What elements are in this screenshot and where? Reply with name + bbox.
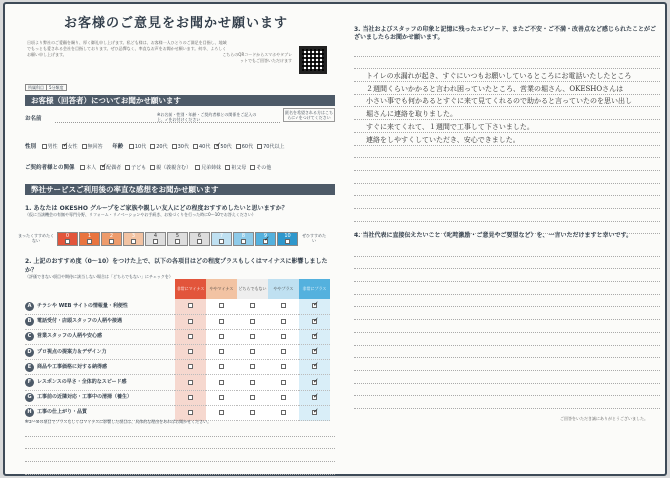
eval-item-label <box>25 390 175 405</box>
scale-number: 2 <box>109 233 114 239</box>
table-row <box>25 360 330 375</box>
q4-question: 4. 当社代表に直接伝えたいこと（叱咤激励・ご意見やご要望など）を、一言いただけますと幸いです。 <box>354 232 633 239</box>
eval-checkbox[interactable] <box>250 380 255 385</box>
eval-checkbox[interactable] <box>219 334 224 339</box>
age-options <box>125 144 285 150</box>
page-title: お客様のご意見をお聞かせ願います <box>63 16 288 31</box>
scale-checkbox[interactable] <box>87 239 92 244</box>
gender-option-label: 女性 <box>67 144 78 150</box>
table-row <box>25 390 330 405</box>
scale-checkbox[interactable] <box>241 239 246 244</box>
age-option-label: 20代 <box>156 144 168 150</box>
scale-option-2[interactable] <box>101 232 122 246</box>
eval-checkbox[interactable] <box>219 303 224 308</box>
eval-cell <box>175 329 206 344</box>
age-option-label: 70代以上 <box>263 144 285 150</box>
eval-item-text: 営業スタッフの人柄や安心感 <box>37 333 103 340</box>
gender-checkbox-1[interactable] <box>62 144 67 149</box>
eval-cell <box>175 345 206 360</box>
gender-option-label: 男性 <box>47 144 58 150</box>
eval-cell <box>237 360 268 375</box>
relation-row <box>25 163 335 171</box>
handwritten-line: ２週間くらいかかると言われ困っていたところ、営業の堀さん、OKESHOさんは <box>366 84 624 93</box>
q1-text <box>25 203 335 218</box>
anonymous-note[interactable]: 匿名を希望される方はこちらに✓をつけてください <box>285 110 333 120</box>
eval-cell <box>206 390 237 405</box>
eval-checkbox[interactable] <box>188 334 193 339</box>
eval-item-text: 電話受付・店頭スタッフの人柄や接遇 <box>37 318 123 325</box>
handwritten-line: 堀さんに連絡を取りました。 <box>366 110 457 119</box>
scale-option-9[interactable] <box>255 232 276 246</box>
scale-checkbox[interactable] <box>175 239 180 244</box>
eval-checkbox[interactable] <box>219 349 224 354</box>
eval-cell <box>299 390 330 405</box>
survey-sheet <box>3 2 667 476</box>
eval-item-text: 工事の仕上がり・品質 <box>37 409 88 416</box>
eval-item-label <box>25 299 175 314</box>
q4-answer-lines[interactable] <box>354 244 660 409</box>
eval-checkbox[interactable] <box>250 395 255 400</box>
eval-cell <box>206 299 237 314</box>
qr-note: こちらのQRコードからスマホやタブレットでもご回答いただけます <box>222 52 292 63</box>
eval-item-text: プロ視点の提案力＆デザイン力 <box>37 348 107 355</box>
eval-cell <box>175 360 206 375</box>
eval-cell <box>206 375 237 390</box>
scale-option-3[interactable] <box>123 232 144 246</box>
q3-question: 3. 当社およびスタッフの印象と記憶に残ったエピソード、またご不安・ご不満・改善点など感じられたことがございましたらお聞かせ願います。 <box>354 26 657 41</box>
q2-note: （評価できない項目や期待に該当しない場合は「どちらでもない」にチェックを） <box>25 274 173 279</box>
age-checkbox-4[interactable] <box>214 144 219 149</box>
evaluation-table <box>25 279 330 421</box>
eval-checkbox[interactable] <box>312 410 317 415</box>
item-letter-icon: A <box>25 302 34 311</box>
left-panel <box>17 12 335 424</box>
eval-cell <box>175 375 206 390</box>
relation-checkbox-5[interactable] <box>225 165 230 170</box>
section-service-header: 弊社サービスご利用後の率直な感想をお聞かせ願います <box>25 184 335 195</box>
eval-cell <box>268 314 299 329</box>
eval-checkbox[interactable] <box>250 349 255 354</box>
eval-column-header: ややプラス <box>268 279 299 299</box>
eval-checkbox[interactable] <box>188 395 193 400</box>
age-checkbox-3[interactable] <box>193 144 198 149</box>
eval-checkbox[interactable] <box>281 334 286 339</box>
relation-checkbox-2[interactable] <box>125 165 130 170</box>
scale-option-0[interactable] <box>57 232 78 246</box>
handwritten-line: 連絡をしやすくしていただき、安心できました。 <box>366 135 520 144</box>
item-letter-icon: H <box>25 408 34 417</box>
eval-cell <box>237 345 268 360</box>
scale-option-8[interactable] <box>233 232 254 246</box>
age-option-label: 60代 <box>241 144 254 150</box>
relation-option-label: 配偶者 <box>106 165 122 171</box>
relation-checkbox-1[interactable] <box>100 165 105 170</box>
eval-cell <box>268 360 299 375</box>
q1-question: 1. あなたは OKESHO グループをご家族や親しい友人にどの程度おすすめしたいと思いますか？ <box>25 205 288 212</box>
eval-checkbox[interactable] <box>188 380 193 385</box>
scale-number: 5 <box>175 233 180 239</box>
relation-option-label: 子ども <box>131 165 147 171</box>
eval-item-label <box>25 360 175 375</box>
eval-checkbox[interactable] <box>281 395 286 400</box>
eval-cell <box>268 375 299 390</box>
gender-option-label: 無回答 <box>87 144 103 150</box>
item-letter-icon: F <box>25 378 34 387</box>
name-note: ※お名前・性別・年齢・ご契約者様との関係をご記入の上、✓をお付けください <box>157 112 257 122</box>
eval-checkbox[interactable] <box>312 303 317 308</box>
eval-cell <box>299 360 330 375</box>
dept-field <box>25 84 66 91</box>
eval-cell <box>237 314 268 329</box>
relation-option-label: 本人 <box>86 165 97 171</box>
eval-column-header: 非常にプラス <box>299 279 330 299</box>
age-option-label: 10代 <box>134 144 147 150</box>
eval-checkbox[interactable] <box>219 319 224 324</box>
gender-age-row <box>25 142 335 150</box>
scale-checkbox[interactable] <box>285 239 290 244</box>
relation-checkbox-0[interactable] <box>80 165 85 170</box>
relation-option-label: 兄弟姉妹 <box>201 165 222 171</box>
scale-right-end: ぜひすすめたい <box>301 233 327 243</box>
eval-checkbox[interactable] <box>188 349 193 354</box>
age-option-label: 30代 <box>177 144 189 150</box>
dept-value: 5分類度 <box>46 84 67 91</box>
eval-column-header: どちらでもない <box>237 279 268 299</box>
gender-checkbox-0[interactable] <box>42 144 47 149</box>
eval-cell <box>237 299 268 314</box>
eval-checkbox[interactable] <box>312 380 317 385</box>
scale-checkbox[interactable] <box>153 239 158 244</box>
eval-cell <box>299 314 330 329</box>
eval-checkbox[interactable] <box>312 349 317 354</box>
age-checkbox-1[interactable] <box>150 144 155 149</box>
eval-item-text: 工事前の近隣対応・工事中の清掃（養生） <box>37 394 133 401</box>
scale-option-7[interactable] <box>211 232 232 246</box>
eval-checkbox[interactable] <box>188 319 193 324</box>
relation-checkbox-4[interactable] <box>195 165 200 170</box>
scale-number: 1 <box>87 233 92 239</box>
eval-cell <box>175 390 206 405</box>
scale-checkbox[interactable] <box>131 239 136 244</box>
eval-checkbox[interactable] <box>281 319 286 324</box>
table-row <box>25 375 330 390</box>
item-letter-icon: E <box>25 363 34 372</box>
eval-checkbox[interactable] <box>250 410 255 415</box>
item-letter-icon: D <box>25 348 34 357</box>
age-checkbox-2[interactable] <box>172 144 177 149</box>
age-checkbox-6[interactable] <box>257 144 262 149</box>
eval-cell <box>175 299 206 314</box>
eval-cell <box>299 299 330 314</box>
eval-cell <box>268 299 299 314</box>
eval-checkbox[interactable] <box>250 364 255 369</box>
scale-number: 8 <box>241 233 246 239</box>
eval-cell <box>175 314 206 329</box>
q2-reason-lines[interactable] <box>25 424 335 475</box>
eval-checkbox[interactable] <box>219 410 224 415</box>
qr-code-icon <box>299 46 327 74</box>
scale-number: 4 <box>153 233 158 239</box>
q2-footnote: ※①〜⑩の項目でプラスもしくはマイナスに影響した項目は、具体的な理由をあればお聞かせください。 <box>25 419 212 424</box>
relation-option-label: 親（義親含む） <box>156 165 192 171</box>
eval-checkbox[interactable] <box>219 380 224 385</box>
eval-cell <box>206 345 237 360</box>
dept-label: 所属科目 <box>25 84 47 91</box>
eval-cell <box>206 314 237 329</box>
thanks-note: ご回答をいただき誠にありがとうございました。 <box>560 416 648 421</box>
name-label: お名前 <box>25 116 42 122</box>
eval-item-label <box>25 314 175 329</box>
scale-checkbox[interactable] <box>197 239 202 244</box>
eval-cell <box>299 345 330 360</box>
eval-cell <box>237 375 268 390</box>
scale-checkbox[interactable] <box>219 239 224 244</box>
scale-number: 10 <box>284 233 291 239</box>
eval-cell <box>299 375 330 390</box>
age-checkbox-5[interactable] <box>236 144 241 149</box>
eval-checkbox[interactable] <box>281 349 286 354</box>
scale-number: 3 <box>131 233 136 239</box>
eval-checkbox[interactable] <box>281 380 286 385</box>
gender-checkbox-2[interactable] <box>82 144 87 149</box>
item-letter-icon: G <box>25 393 34 402</box>
handwritten-line: すぐに来てくれて、１週間で工事して下さいました。 <box>366 122 534 131</box>
handwritten-line: トイレの水漏れが起き、すぐにいつもお願いしているところにお電話いたしたところ <box>366 72 632 80</box>
scale-option-6[interactable] <box>189 232 210 246</box>
eval-item-text: チラシや WEB サイトの情報量・利便性 <box>37 302 128 309</box>
age-label: 年齢 <box>112 144 124 150</box>
eval-checkbox[interactable] <box>219 364 224 369</box>
eval-item-text: レスポンスの早さ・全体的なスピード感 <box>37 379 127 386</box>
eval-item-label <box>25 345 175 360</box>
relation-option-label: 祖父母 <box>231 165 247 171</box>
eval-checkbox[interactable] <box>188 303 193 308</box>
eval-cell <box>206 329 237 344</box>
eval-column-header: 非常にマイナス <box>175 279 206 299</box>
eval-cell <box>237 390 268 405</box>
scale-option-10[interactable] <box>277 232 298 246</box>
eval-cell <box>268 329 299 344</box>
eval-cell <box>206 360 237 375</box>
eval-checkbox[interactable] <box>250 319 255 324</box>
eval-column-header: ややマイナス <box>206 279 237 299</box>
table-row <box>25 329 330 344</box>
scale-option-4[interactable] <box>145 232 166 246</box>
table-row <box>25 345 330 360</box>
eval-cell <box>268 345 299 360</box>
age-option-label: 40代 <box>198 144 211 150</box>
eval-checkbox[interactable] <box>281 303 286 308</box>
eval-item-text: 商品や工事価格に対する納得感 <box>37 363 108 370</box>
name-line[interactable] <box>55 122 280 123</box>
eval-checkbox[interactable] <box>250 303 255 308</box>
table-row <box>25 314 330 329</box>
recommend-scale <box>57 232 299 246</box>
name-row <box>25 110 335 122</box>
eval-cell <box>237 329 268 344</box>
item-letter-icon: C <box>25 332 34 341</box>
eval-item-label <box>25 375 175 390</box>
eval-checkbox[interactable] <box>219 395 224 400</box>
eval-checkbox[interactable] <box>312 334 317 339</box>
age-checkbox-0[interactable] <box>129 144 134 149</box>
eval-checkbox[interactable] <box>281 410 286 415</box>
intro-text: 日頃より弊社のご愛顧を賜り、厚く御礼申し上げます。私ども様は、お客様一人ひとりのご満足を目指し、地域でもっとも愛される会社を目指しております。ぜひ忌憚なく、率直なお声をお聞かせ願います。何卒、よろしくお願い申し上げます。 <box>27 40 227 57</box>
item-letter-icon: B <box>25 317 34 326</box>
relation-options <box>76 165 271 171</box>
scale-checkbox[interactable] <box>263 239 268 244</box>
eval-checkbox[interactable] <box>312 395 317 400</box>
scale-option-1[interactable] <box>79 232 100 246</box>
scale-left-end: まったくすすめたくない <box>17 233 55 243</box>
q2-text <box>25 256 335 280</box>
eval-checkbox[interactable] <box>281 364 286 369</box>
relation-label: ご契約者様との関係 <box>25 165 75 171</box>
q2-question: 2. 上記のおすすめ度（0〜10）をつけた上で、以下の各項目はどの程度プラスもしくはマイナスに影響しましたか？ <box>25 258 328 274</box>
relation-checkbox-6[interactable] <box>250 165 255 170</box>
section-customer-header: お客様（回答者）についてお聞かせ願います <box>25 95 335 106</box>
eval-checkbox[interactable] <box>188 364 193 369</box>
eval-checkbox[interactable] <box>312 364 317 369</box>
eval-cell <box>268 390 299 405</box>
relation-option-label: その他 <box>256 165 272 171</box>
eval-item-label <box>25 329 175 344</box>
eval-checkbox[interactable] <box>188 410 193 415</box>
scale-option-5[interactable] <box>167 232 188 246</box>
eval-checkbox[interactable] <box>312 319 317 324</box>
gender-options <box>38 144 103 150</box>
eval-cell <box>299 329 330 344</box>
eval-checkbox[interactable] <box>250 334 255 339</box>
scale-number: 6 <box>197 233 202 239</box>
scale-number: 0 <box>65 233 70 239</box>
relation-checkbox-3[interactable] <box>150 165 155 170</box>
gender-label: 性別 <box>25 144 37 150</box>
handwritten-line: 小さい事でも何かあるとすぐに来て見てくれるので助かると言っていたのを思い出し <box>366 97 632 106</box>
age-option-label: 50代 <box>220 144 232 150</box>
table-row <box>25 299 330 314</box>
scale-checkbox[interactable] <box>65 239 70 244</box>
scale-checkbox[interactable] <box>109 239 114 244</box>
q1-note: （仮に当該機会の有無や専門分野、リフォーム・リノベーションやお手続き、お家づくりを行った時に0〜10でお答えください） <box>25 212 256 217</box>
scale-number: 7 <box>219 233 224 239</box>
